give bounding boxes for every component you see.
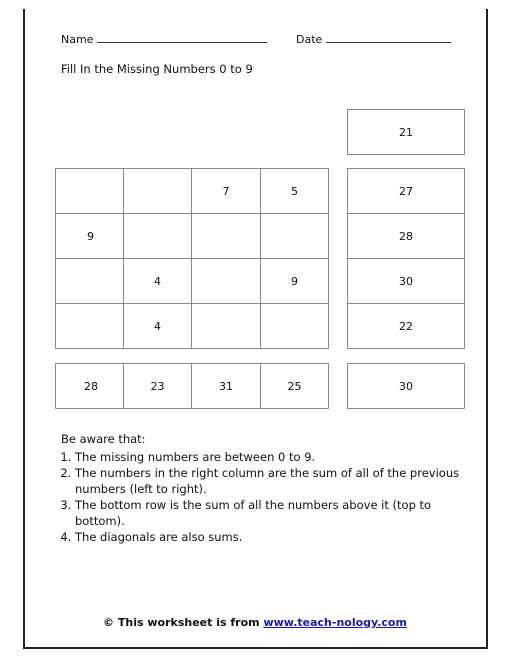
blank-cell[interactable] (191, 258, 261, 304)
name-label: Name (61, 33, 94, 46)
column-sum-cell: 23 (123, 363, 192, 409)
date-field (296, 31, 451, 46)
given-number-cell: 4 (123, 258, 192, 304)
blank-cell[interactable] (191, 213, 261, 259)
blank-cell[interactable] (123, 213, 192, 259)
rule-item: 3. The bottom row is the sum of all the numbers above it (top to bottom). (75, 497, 475, 529)
rules-list (53, 449, 475, 545)
blank-cell[interactable] (260, 213, 329, 259)
blank-cell[interactable] (191, 303, 261, 349)
given-number-cell: 9 (55, 213, 124, 259)
column-sum-cell: 28 (55, 363, 124, 409)
rule-item: 2. The numbers in the right column are the sum of all of the previous numbers (left to right). (75, 465, 475, 497)
rule-item: 4. The diagonals are also sums. (75, 529, 475, 545)
given-number-cell: 7 (191, 168, 261, 214)
diagonal-sum-top: 21 (347, 109, 465, 155)
blank-cell[interactable] (55, 303, 124, 349)
column-sum-cell: 25 (260, 363, 329, 409)
blank-cell[interactable] (123, 168, 192, 214)
rules-title: Be aware that: (61, 432, 146, 446)
row-sum-cell: 22 (347, 303, 465, 349)
rule-item: 1. The missing numbers are between 0 to 9. (75, 449, 475, 465)
footer-prefix: © This worksheet is from (103, 616, 260, 629)
row-sum-cell: 27 (347, 168, 465, 214)
blank-cell[interactable] (55, 258, 124, 304)
row-sum-cell: 28 (347, 213, 465, 259)
blank-cell[interactable] (55, 168, 124, 214)
worksheet-title: Fill In the Missing Numbers 0 to 9 (61, 62, 253, 76)
name-blank-line[interactable] (97, 31, 267, 43)
column-sum-cell: 31 (191, 363, 261, 409)
footer-link[interactable]: www.teach-nology.com (263, 616, 407, 629)
given-number-cell: 9 (260, 258, 329, 304)
blank-cell[interactable] (260, 303, 329, 349)
row-sum-cell: 30 (347, 258, 465, 304)
given-number-cell: 5 (260, 168, 329, 214)
footer-credit (0, 616, 510, 629)
given-number-cell: 4 (123, 303, 192, 349)
diagonal-sum-bottom: 30 (347, 363, 465, 409)
name-field (61, 31, 267, 46)
date-label: Date (296, 33, 323, 46)
date-blank-line[interactable] (326, 31, 451, 43)
